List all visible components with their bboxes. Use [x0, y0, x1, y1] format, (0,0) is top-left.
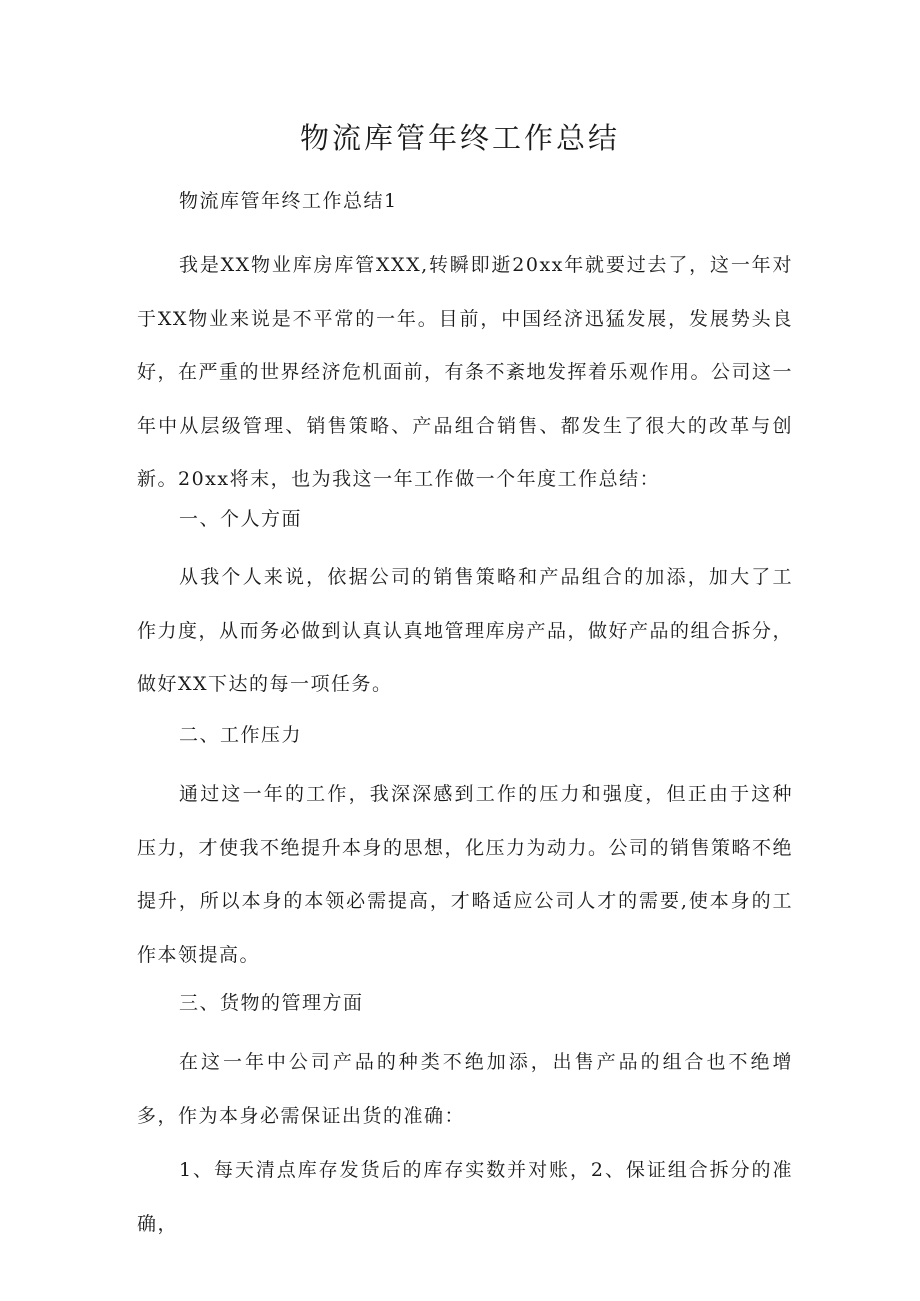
section-subtitle: 物流库管年终工作总结1 [179, 190, 398, 212]
heading-goods-management: 三、货物的管理方面 [179, 992, 364, 1014]
paragraph-pressure: 通过这一年的工作，我深深感到工作的压力和强度，但正由于这种压力，才使我不绝提升本身的思想，化压力为动力。公司的销售策略不绝提升，所以本身的本领必需提高，才略适应公司人才的需要,使本身的工作本领提高。 [137, 783, 794, 966]
paragraph-intro: 我是XX物业库房库管XXX,转瞬即逝20xx年就要过去了，这一年对于XX物业来说是不平常的一年。目前，中国经济迅猛发展，发展势头良好，在严重的世界经济危机面前，有条不紊地发挥着乐观作用。公司这一年中从层级管理、销售策略、产品组合销售、都发生了很大的改革与创新。20xx将末，也为我这一年工作做一个年度工作总结： [137, 254, 794, 490]
document-title: 物流库管年终工作总结 [299, 121, 620, 155]
paragraph-goods-management: 在这一年中公司产品的种类不绝加添，出售产品的组合也不绝增多，作为本身必需保证出货的准确： [137, 1051, 793, 1127]
heading-personal: 一、个人方面 [179, 508, 303, 530]
paragraph-list-items: 1、每天清点库存发货后的库存实数并对账，2、保证组合拆分的准确， [137, 1159, 793, 1235]
paragraph-personal: 从我个人来说，依据公司的销售策略和产品组合的加添，加大了工作力度，从而务必做到认真认真地管理库房产品，做好产品的组合拆分，做好XX下达的每一项任务。 [137, 566, 794, 695]
heading-pressure: 二、工作压力 [179, 724, 303, 746]
